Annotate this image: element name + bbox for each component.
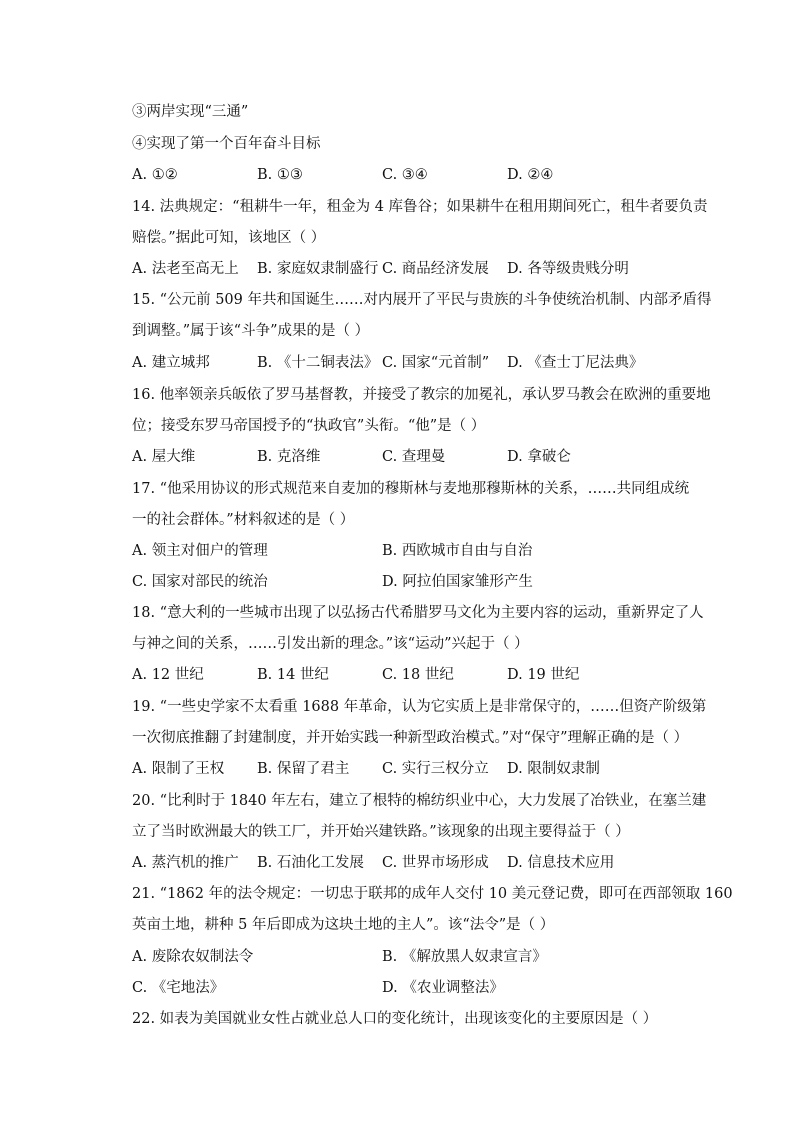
option-c[interactable]: C. 世界市场形成 — [382, 855, 489, 871]
option-c[interactable]: C. 国家对部民的统治 — [132, 574, 268, 590]
option-d[interactable]: D. 拿破仑 — [507, 449, 571, 465]
question-18-line-2: 与神之间的关系，……引发出新的理念。”该“运动”兴起于（ ） — [132, 636, 529, 652]
option-d[interactable]: D. ②④ — [507, 167, 554, 183]
question-20-line-1: 20. “比利时于 1840 年左右，建立了根特的棉纺织业中心，大力发展了冶铁业，在塞兰建 — [132, 793, 707, 809]
statement-3: ③两岸实现“三通” — [132, 104, 249, 120]
option-d[interactable]: D. 19 世纪 — [507, 667, 580, 683]
question-19-line-2: 一次彻底推翻了封建制度，并开始实践一种新型政治模式。”对“保守”理解正确的是（ ） — [132, 730, 689, 746]
option-a[interactable]: A. 法老至高无上 — [132, 261, 239, 277]
option-b[interactable]: B. 14 世纪 — [257, 667, 329, 683]
option-d[interactable]: D. 限制奴隶制 — [507, 761, 600, 777]
option-b[interactable]: B. 石油化工发展 — [257, 855, 364, 871]
option-c[interactable]: C. 查理曼 — [382, 449, 446, 465]
option-b[interactable]: B. 保留了君主 — [257, 761, 350, 777]
question-18-line-1: 18. “意大利的一些城市出现了以弘扬古代希腊罗马文化为主要内容的运动，重新界定了人 — [132, 605, 704, 621]
option-d[interactable]: D. 各等级贵贱分明 — [507, 261, 629, 277]
option-c[interactable]: C. 《宅地法》 — [132, 980, 225, 996]
option-b[interactable]: B. 家庭奴隶制盛行 — [257, 261, 379, 277]
option-b[interactable]: B. 《解放黑人奴隶宣言》 — [382, 949, 547, 965]
question-17-line-1: 17. “他采用协议的形式规范来自麦加的穆斯林与麦地那穆斯林的关系，……共同组成统 — [132, 481, 690, 497]
question-15-line-1: 15. “公元前 509 年共和国诞生……对内展开了平民与贵族的斗争使统治机制、内部矛盾得 — [132, 292, 712, 308]
question-17-line-2: 一的社会群体。”材料叙述的是（ ） — [132, 512, 355, 528]
question-21-line-2: 英亩土地，耕种 5 年后即成为这块土地的主人”。该“法令”是（ ） — [132, 917, 555, 933]
option-c[interactable]: C. 国家“元首制” — [382, 355, 490, 371]
question-16-line-2: 位；接受东罗马帝国授予的“执政官”头衔。“他”是（ ） — [132, 418, 486, 434]
question-16-line-1: 16. 他率领亲兵皈依了罗马基督教，并接受了教宗的加冕礼，承认罗马教会在欧洲的重要地 — [132, 387, 711, 403]
option-d[interactable]: D. 信息技术应用 — [507, 855, 615, 871]
question-22-line-1: 22. 如表为美国就业女性占就业总人口的变化统计，出现该变化的主要原因是（ ） — [132, 1011, 658, 1027]
option-a[interactable]: A. 12 世纪 — [132, 667, 204, 683]
statement-4: ④实现了第一个百年奋斗目标 — [132, 136, 321, 152]
option-a[interactable]: A. ①② — [132, 167, 178, 183]
option-a[interactable]: A. 屋大维 — [132, 449, 196, 465]
option-b[interactable]: B. 西欧城市自由与自治 — [382, 543, 533, 559]
option-a[interactable]: A. 蒸汽机的推广 — [132, 855, 239, 871]
question-14-line-1: 14. 法典规定：“租耕牛一年，租金为 4 库鲁谷；如果耕牛在租用期间死亡，租牛者要负责 — [132, 199, 708, 215]
question-15-line-2: 到调整。”属于该“斗争”成果的是（ ） — [132, 323, 370, 339]
option-b[interactable]: B. 克洛维 — [257, 449, 321, 465]
option-a[interactable]: A. 限制了王权 — [132, 761, 225, 777]
option-c[interactable]: C. 18 世纪 — [382, 667, 454, 683]
question-21-line-1: 21. “1862 年的法令规定：一切忠于联邦的成年人交付 10 美元登记费，即可在西部领取 160 — [132, 886, 733, 902]
option-d[interactable]: D. 阿拉伯国家雏形产生 — [382, 574, 533, 590]
option-c[interactable]: C. ③④ — [382, 167, 428, 183]
option-d[interactable]: D. 《农业调整法》 — [382, 980, 504, 996]
question-19-line-1: 19. “一些史学家不太看重 1688 年革命，认为它实质上是非常保守的，……但资产阶级第 — [132, 699, 707, 715]
option-a[interactable]: A. 建立城邦 — [132, 355, 210, 371]
option-a[interactable]: A. 领主对佃户的管理 — [132, 543, 268, 559]
question-20-line-2: 立了当时欧洲最大的铁工厂，并开始兴建铁路。”该现象的出现主要得益于（ ） — [132, 824, 630, 840]
option-a[interactable]: A. 废除农奴制法令 — [132, 949, 254, 965]
option-c[interactable]: C. 商品经济发展 — [382, 261, 489, 277]
option-c[interactable]: C. 实行三权分立 — [382, 761, 489, 777]
option-b[interactable]: B. ①③ — [257, 167, 303, 183]
option-b[interactable]: B. 《十二铜表法》 — [257, 355, 379, 371]
option-d[interactable]: D. 《查士丁尼法典》 — [507, 355, 644, 371]
question-14-line-2: 赔偿。”据此可知，该地区（ ） — [132, 230, 326, 246]
